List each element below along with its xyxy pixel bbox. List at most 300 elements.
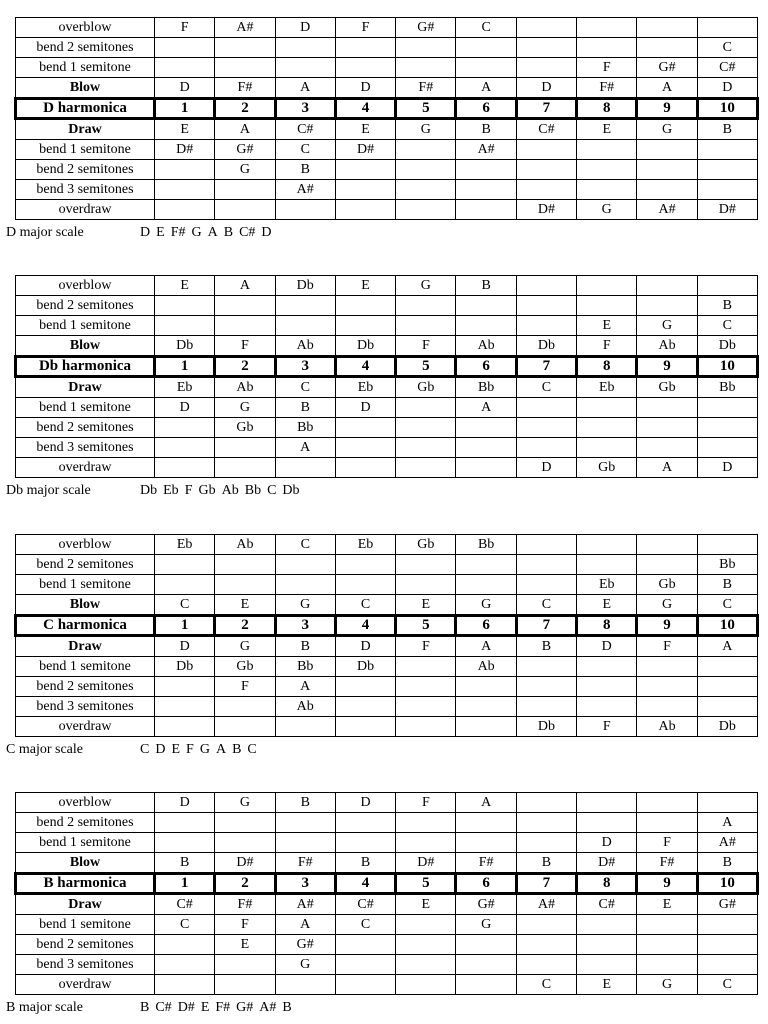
note-cell [456,316,516,336]
row-holes [16,874,758,894]
row-bend3-draw [16,955,758,975]
note-cell [335,200,395,220]
row-bend2-draw [16,935,758,955]
note-cell [335,813,395,833]
note-cell [456,296,516,316]
note-cell [275,555,335,575]
note-cell: B [697,853,757,874]
note-cell: D# [155,140,215,160]
note-cell: C [275,140,335,160]
note-cell: Db [697,336,757,357]
hole-number: 7 [516,616,576,636]
note-cell [637,398,697,418]
scale-note: Gb [198,483,216,498]
note-cell [637,418,697,438]
note-cell [396,398,456,418]
note-cell: F# [396,78,456,99]
note-cell: B [275,636,335,657]
row-blow [16,78,758,99]
note-cell: B [275,160,335,180]
note-cell: F# [215,894,275,915]
note-cell: A# [215,18,275,38]
note-cell: A [215,119,275,140]
harmonica-table-block [14,275,756,478]
note-cell: A# [516,894,576,915]
note-cell [697,276,757,296]
note-cell: G# [215,140,275,160]
note-cell [637,438,697,458]
note-cell [396,677,456,697]
note-cell: Db [516,717,576,737]
note-cell [396,955,456,975]
scale-note: E [171,742,181,757]
hole-number: 6 [456,357,516,377]
note-cell [697,955,757,975]
note-cell: G [275,595,335,616]
note-cell [697,160,757,180]
note-cell: Eb [335,377,395,398]
note-cell [456,955,516,975]
row-label: Draw [16,119,155,140]
harmonica-key-label: Db harmonica [16,357,155,377]
note-cell [155,200,215,220]
row-label: overblow [16,276,155,296]
note-cell: G# [637,58,697,78]
note-cell [396,975,456,995]
note-cell: D [697,78,757,99]
note-cell: D# [697,200,757,220]
hole-number: 5 [396,357,456,377]
note-cell [275,717,335,737]
note-cell [335,717,395,737]
note-cell: C [516,975,576,995]
note-cell [155,58,215,78]
harmonica-key-label: C harmonica [16,616,155,636]
note-cell [215,316,275,336]
note-cell [697,418,757,438]
scale-note: C# [239,225,256,240]
scale-note: D# [177,1000,195,1015]
note-cell: D# [215,853,275,874]
note-cell: F [396,636,456,657]
row-bend1-blow [16,58,758,78]
note-cell: E [215,935,275,955]
note-cell: A# [697,833,757,853]
row-bend2-blow [16,38,758,58]
note-cell: Ab [637,717,697,737]
note-cell: G [637,316,697,336]
note-cell: D [155,398,215,418]
major-scale-line [6,482,306,500]
row-label: Blow [16,78,155,99]
note-cell [637,18,697,38]
note-cell [516,296,576,316]
row-overdraw [16,458,758,478]
note-cell: D [335,636,395,657]
hole-number: 1 [155,99,215,119]
note-cell [155,717,215,737]
note-cell: E [396,894,456,915]
note-cell: Gb [577,458,637,478]
note-cell: G# [456,894,516,915]
note-cell [516,18,576,38]
scale-note: Ab [221,483,239,498]
note-cell: D# [577,853,637,874]
note-cell [275,58,335,78]
note-cell: D [516,458,576,478]
note-cell [637,677,697,697]
note-cell [155,180,215,200]
note-cell [155,955,215,975]
note-cell: G [275,955,335,975]
note-cell: G [215,636,275,657]
row-label: bend 3 semitones [16,955,155,975]
note-cell [516,935,576,955]
note-cell: D [155,793,215,813]
note-cell [335,296,395,316]
note-cell [637,697,697,717]
row-label: Draw [16,894,155,915]
note-cell: D [697,458,757,478]
note-cell: C# [335,894,395,915]
note-cell: A# [275,180,335,200]
row-label: bend 1 semitone [16,398,155,418]
note-cell [215,458,275,478]
note-cell: D [155,636,215,657]
note-cell [516,276,576,296]
row-blow [16,595,758,616]
row-overblow [16,18,758,38]
hole-number: 5 [396,874,456,894]
note-cell [215,180,275,200]
note-cell: A [275,438,335,458]
note-cell: Ab [456,336,516,357]
row-bend3-draw [16,697,758,717]
note-cell: G# [275,935,335,955]
row-bend2-draw [16,418,758,438]
note-cell [637,140,697,160]
note-cell: Ab [637,336,697,357]
note-cell [456,575,516,595]
row-label: Blow [16,336,155,357]
note-cell [335,697,395,717]
note-cell [155,38,215,58]
note-cell [456,717,516,737]
note-cell [155,438,215,458]
note-cell [577,398,637,418]
note-cell: F# [637,853,697,874]
note-cell: C [335,915,395,935]
hole-number: 7 [516,99,576,119]
note-cell [637,955,697,975]
note-cell [155,833,215,853]
note-cell: C# [697,58,757,78]
note-cell: E [577,975,637,995]
note-cell: C [516,377,576,398]
note-cell: Bb [275,657,335,677]
note-cell [155,458,215,478]
note-cell: C# [275,119,335,140]
note-cell [637,793,697,813]
note-cell: F# [577,78,637,99]
harmonica-note-table [14,792,759,995]
note-cell: Db [697,717,757,737]
row-bend1-draw [16,657,758,677]
note-cell [456,180,516,200]
note-cell: C [516,595,576,616]
note-cell: A [275,915,335,935]
note-cell [577,955,637,975]
note-cell [516,833,576,853]
note-cell: G [456,915,516,935]
note-cell [577,438,637,458]
note-cell: E [335,276,395,296]
row-label: overdraw [16,458,155,478]
note-cell: F [215,677,275,697]
scale-note: G# [236,1000,254,1015]
scale-note: Eb [163,483,179,498]
note-cell [577,657,637,677]
note-cell: D# [335,140,395,160]
hole-number: 2 [215,874,275,894]
note-cell: G [215,160,275,180]
note-cell: G [215,398,275,418]
note-cell: C [456,18,516,38]
row-overdraw [16,717,758,737]
note-cell [155,697,215,717]
row-label: bend 2 semitones [16,813,155,833]
row-overdraw [16,200,758,220]
note-cell: A [275,677,335,697]
note-cell [396,438,456,458]
row-bend2-draw [16,677,758,697]
note-cell: E [215,595,275,616]
note-cell [396,200,456,220]
note-cell [215,555,275,575]
hole-number: 9 [637,357,697,377]
note-cell [577,813,637,833]
note-cell: B [516,636,576,657]
row-label: overblow [16,18,155,38]
row-label: bend 2 semitones [16,935,155,955]
note-cell: Db [516,336,576,357]
harmonica-table-block [14,17,756,220]
note-cell [577,18,637,38]
note-cell [516,140,576,160]
note-cell [396,575,456,595]
note-cell: E [577,595,637,616]
hole-number: 2 [215,99,275,119]
scale-name: B major scale [6,1000,83,1015]
note-cell: G [396,119,456,140]
note-cell: B [275,398,335,418]
note-cell: F# [275,853,335,874]
note-cell [577,697,637,717]
scale-note: D [261,225,272,240]
note-cell [335,955,395,975]
note-cell: Ab [215,377,275,398]
note-cell: Ab [456,657,516,677]
scale-note: B [282,1000,292,1015]
note-cell: Eb [155,535,215,555]
row-bend2-blow [16,813,758,833]
note-cell [335,160,395,180]
note-cell: A [456,398,516,418]
note-cell: D [577,833,637,853]
note-cell: Bb [275,418,335,438]
note-cell: Db [335,657,395,677]
row-draw [16,636,758,657]
note-cell: Eb [335,535,395,555]
note-cell: G [637,595,697,616]
note-cell [215,833,275,853]
scale-note: E [156,225,165,240]
note-cell [396,697,456,717]
note-cell [215,955,275,975]
note-cell [697,180,757,200]
scale-name: C major scale [6,742,83,757]
note-cell [456,200,516,220]
note-cell: Bb [697,377,757,398]
hole-number: 1 [155,874,215,894]
scale-name: Db major scale [6,483,91,498]
note-cell: Eb [577,575,637,595]
note-cell [335,180,395,200]
note-cell [697,935,757,955]
note-cell [456,160,516,180]
note-cell [396,833,456,853]
note-cell [577,935,637,955]
hole-number: 9 [637,616,697,636]
note-cell: C# [516,119,576,140]
row-bend1-draw [16,398,758,418]
note-cell [396,813,456,833]
note-cell [335,418,395,438]
note-cell [335,975,395,995]
row-overblow [16,276,758,296]
note-cell [335,555,395,575]
row-holes [16,357,758,377]
note-cell: C# [155,894,215,915]
note-cell: Db [155,336,215,357]
note-cell [396,915,456,935]
hole-number: 4 [335,99,395,119]
note-cell [516,555,576,575]
hole-number: 7 [516,874,576,894]
note-cell [275,833,335,853]
hole-number: 1 [155,616,215,636]
note-cell: D [335,398,395,418]
scale-note: E [200,1000,210,1015]
note-cell [396,935,456,955]
note-cell [396,58,456,78]
hole-number: 2 [215,616,275,636]
note-cell: F [335,18,395,38]
hole-number: 1 [155,357,215,377]
note-cell: B [516,853,576,874]
note-cell [697,915,757,935]
note-cell: F [396,793,456,813]
row-bend2-draw [16,160,758,180]
note-cell [335,58,395,78]
row-label: bend 1 semitone [16,58,155,78]
note-cell: E [335,119,395,140]
note-cell [697,140,757,160]
row-bend1-draw [16,140,758,160]
note-cell: C [275,377,335,398]
note-cell: Ab [275,697,335,717]
note-cell: Ab [215,535,275,555]
note-cell [637,296,697,316]
note-cell [577,160,637,180]
note-cell [637,535,697,555]
row-bend1-blow [16,316,758,336]
hole-number: 9 [637,99,697,119]
note-cell: C# [577,894,637,915]
note-cell [396,160,456,180]
scale-note: G [191,225,202,240]
note-cell [275,200,335,220]
note-cell [697,793,757,813]
note-cell [275,316,335,336]
note-cell [577,38,637,58]
row-draw [16,119,758,140]
row-label: overdraw [16,200,155,220]
note-cell: E [155,119,215,140]
note-cell [516,697,576,717]
row-overdraw [16,975,758,995]
hole-number: 8 [577,874,637,894]
note-cell: B [335,853,395,874]
hole-number: 4 [335,874,395,894]
row-bend2-blow [16,555,758,575]
hole-number: 3 [275,616,335,636]
note-cell [697,18,757,38]
note-cell: F [215,915,275,935]
row-blow [16,853,758,874]
scale-note: C [267,483,277,498]
note-cell: Gb [215,418,275,438]
note-cell [396,717,456,737]
note-cell [516,316,576,336]
hole-number: 4 [335,357,395,377]
note-cell [155,160,215,180]
note-cell [275,296,335,316]
row-label: Draw [16,636,155,657]
row-draw [16,894,758,915]
note-cell [456,458,516,478]
row-label: bend 1 semitone [16,575,155,595]
note-cell: A [456,636,516,657]
note-cell: B [456,276,516,296]
row-label: overblow [16,793,155,813]
row-bend3-draw [16,438,758,458]
note-cell: Db [155,657,215,677]
row-bend1-blow [16,833,758,853]
note-cell [335,833,395,853]
major-scale-line [6,999,298,1017]
note-cell: Bb [456,535,516,555]
note-cell [697,657,757,677]
scale-note: D [155,742,166,757]
note-cell [697,677,757,697]
note-cell [155,296,215,316]
scale-note: B [232,742,242,757]
harmonica-table-block [14,534,756,737]
note-cell [155,677,215,697]
note-cell: B [697,119,757,140]
note-cell: C [697,595,757,616]
